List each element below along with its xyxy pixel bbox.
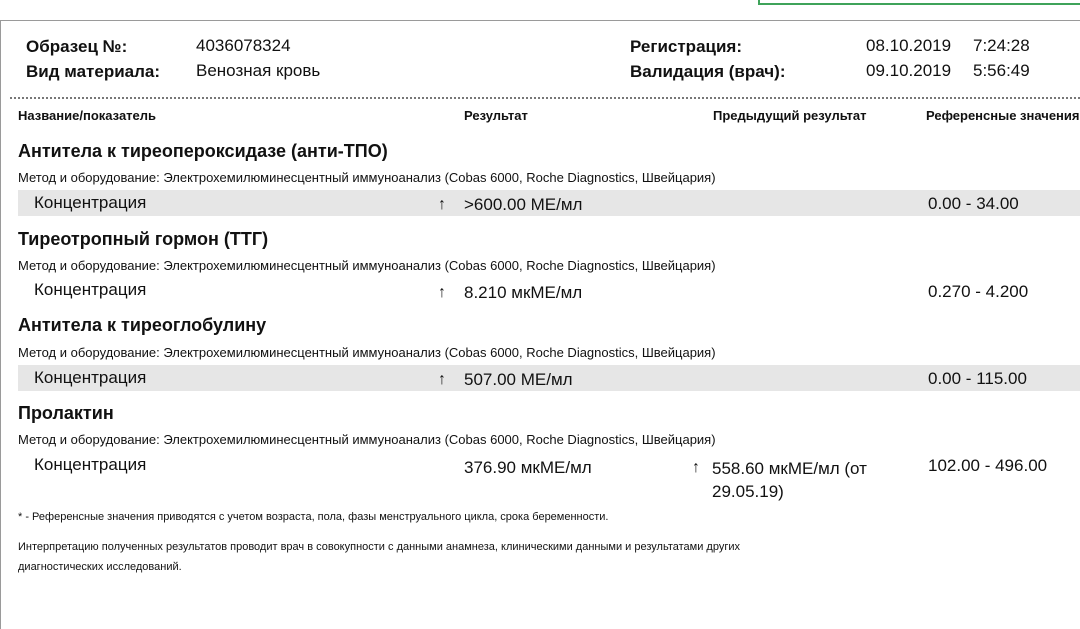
top-border bbox=[0, 20, 1080, 21]
validation-time: 5:56:49 bbox=[973, 61, 1030, 80]
registration-date: 08.10.2019 bbox=[866, 36, 952, 55]
section-title: Антитела к тиреоглобулину bbox=[18, 315, 267, 335]
method-line: Метод и оборудование: Электрохемилюминесцентный иммуноанализ (Cobas 6000, Roche Diagnostics, Швейцария) bbox=[18, 432, 716, 447]
section-title: Тиреотропный гормон (ТТГ) bbox=[18, 229, 269, 249]
method-line: Метод и оборудование: Электрохемилюминесцентный иммуноанализ (Cobas 6000, Roche Diagnostics, Швейцария) bbox=[18, 170, 716, 185]
sample-number-label: Образец №: bbox=[26, 37, 128, 56]
material-type-label: Вид материала: bbox=[26, 62, 161, 81]
previous-result-value: 558.60 мкМЕ/мл (от 29.05.19) bbox=[712, 459, 867, 501]
registration-time: 7:24:28 bbox=[973, 36, 1030, 55]
validation-date: 09.10.2019 bbox=[866, 61, 952, 80]
reference-footnote: * - Референсные значения приводятся с учетом возраста, пола, фазы менструального цикла, срока беременности. bbox=[18, 511, 609, 523]
section-title: Антитела к тиреопероксидазе (анти-ТПО) bbox=[18, 141, 388, 161]
header-separator bbox=[10, 97, 1080, 99]
method-line: Метод и оборудование: Электрохемилюминесцентный иммуноанализ (Cobas 6000, Roche Diagnostics, Швейцария) bbox=[18, 345, 716, 360]
column-header-reference: Референсные значения bbox=[926, 108, 1080, 123]
column-header-result: Результат bbox=[464, 108, 528, 123]
interpretation-note-line1: Интерпретацию полученных результатов проводит врач в совокупности с данными анамнеза, клиническими данными и результатами других bbox=[18, 541, 740, 553]
arrow-up-icon: ↑ bbox=[438, 284, 446, 301]
interpretation-note-line2: диагностических исследований. bbox=[18, 561, 182, 573]
result-value: 8.210 мкМЕ/мл bbox=[464, 283, 583, 302]
result-value: >600.00 МЕ/мл bbox=[464, 195, 583, 214]
reference-value: 0.270 - 4.200 bbox=[928, 282, 1029, 301]
registration-label: Регистрация: bbox=[630, 37, 743, 56]
column-header-name: Название/показатель bbox=[18, 108, 157, 123]
column-header-previous: Предыдущий результат bbox=[713, 108, 867, 123]
arrow-up-icon: ↑ bbox=[692, 459, 700, 476]
parameter-name: Концентрация bbox=[34, 193, 147, 212]
reference-value: 0.00 - 34.00 bbox=[928, 194, 1019, 213]
left-border bbox=[0, 20, 1, 629]
result-value: 507.00 МЕ/мл bbox=[464, 370, 573, 389]
parameter-name: Концентрация bbox=[34, 280, 147, 299]
parameter-name: Концентрация bbox=[34, 455, 147, 474]
result-value: 376.90 мкМЕ/мл bbox=[464, 458, 592, 477]
method-line: Метод и оборудование: Электрохемилюминесцентный иммуноанализ (Cobas 6000, Roche Diagnostics, Швейцария) bbox=[18, 258, 716, 273]
arrow-up-icon: ↑ bbox=[438, 196, 446, 213]
parameter-name: Концентрация bbox=[34, 368, 147, 387]
validation-label: Валидация (врач): bbox=[630, 62, 786, 81]
arrow-up-icon: ↑ bbox=[438, 371, 446, 388]
reference-value: 102.00 - 496.00 bbox=[928, 456, 1048, 475]
green-highlight-box bbox=[758, 0, 1080, 5]
reference-value: 0.00 - 115.00 bbox=[928, 369, 1027, 388]
material-type-value: Венозная кровь bbox=[196, 61, 321, 80]
sample-number-value: 4036078324 bbox=[196, 36, 291, 55]
section-title: Пролактин bbox=[18, 403, 114, 423]
